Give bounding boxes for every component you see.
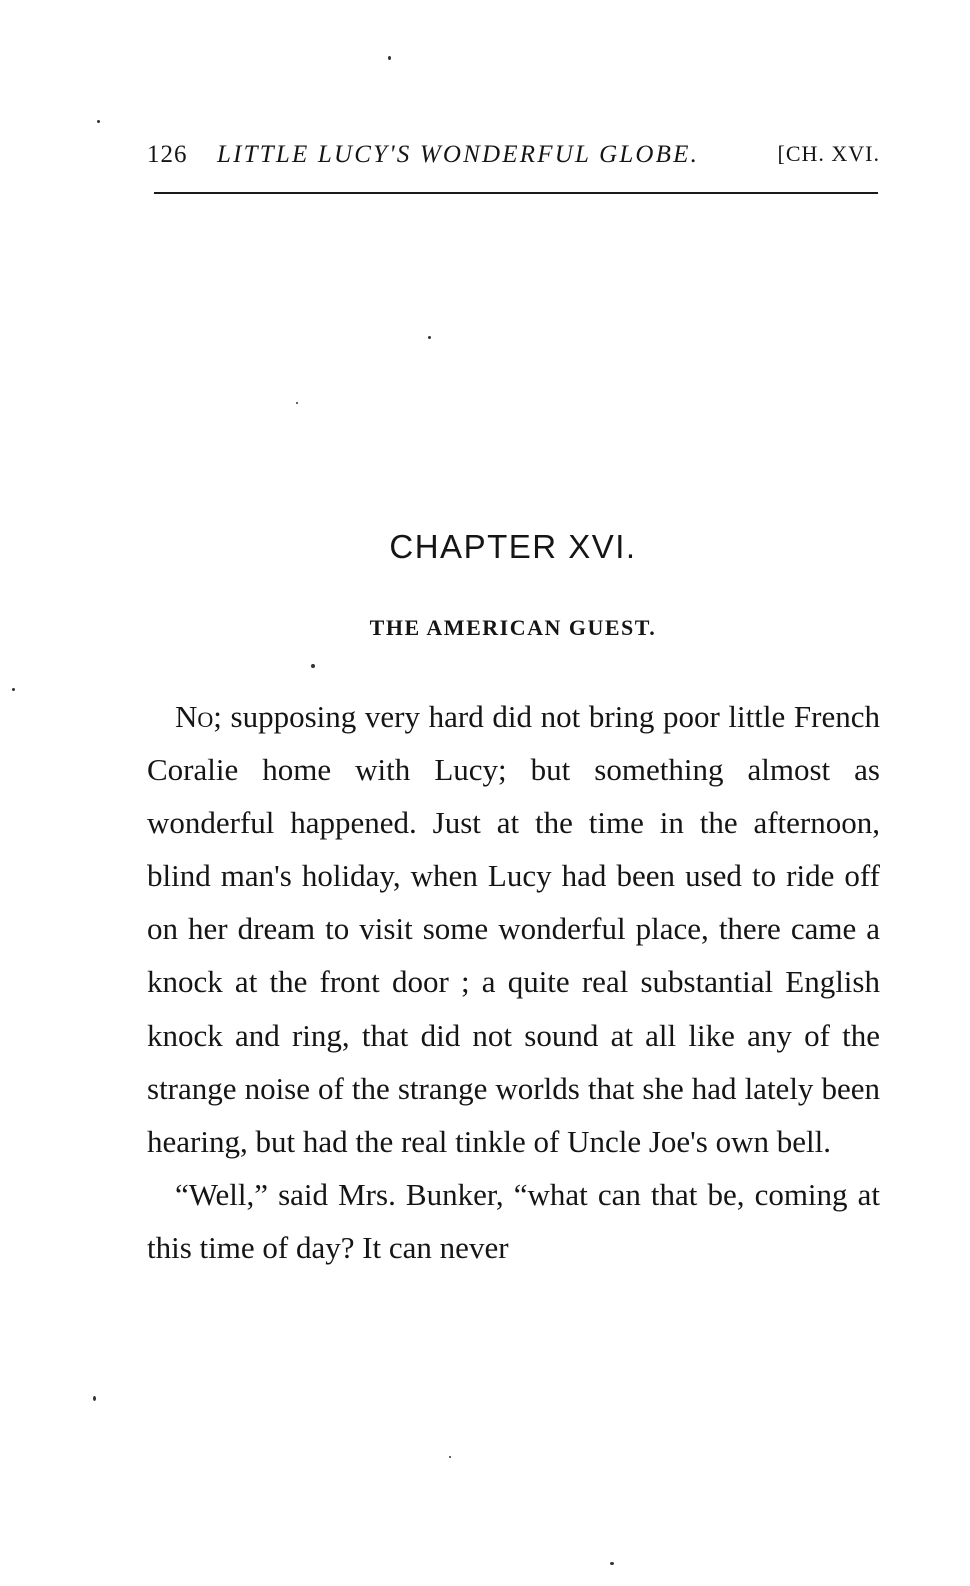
paragraph-lead-word: No [175, 699, 214, 734]
running-title: LITTLE LUCY'S WONDERFUL GLOBE. [217, 141, 700, 168]
running-head [147, 137, 880, 177]
paragraph-2: “Well,” said Mrs. Bunker, “what can that be, coming at this time of day? It can never [147, 1176, 880, 1265]
body-text [147, 690, 880, 1274]
paragraph-1 [147, 690, 880, 1168]
scan-speck [97, 120, 100, 123]
scan-speck [388, 56, 391, 60]
scan-speck [311, 664, 315, 668]
running-chapter-ref: [CH. XVI. [777, 141, 880, 166]
page-number: 126 [147, 141, 188, 168]
scan-speck [12, 688, 15, 691]
chapter-subtitle: THE AMERICAN GUEST. [369, 615, 657, 640]
scan-speck [610, 1562, 614, 1565]
scan-speck [296, 402, 298, 404]
chapter-title: CHAPTER XVI. [389, 528, 637, 565]
scan-speck [93, 1396, 96, 1401]
scan-speck [449, 1456, 451, 1458]
header-rule [154, 192, 878, 194]
paragraph-1-text: ; supposing very hard did not bring poor little French Coralie home with Lucy; but something almost as wonderful happened. Just at the time in the afternoon, blind man's holiday, when Lucy had been used to ride off on her dream to visit some wonderful place, there came a knock at the front door ; a quite real substantial English knock and ring, that did not sound at all like any of the strange noise of the strange worlds that she had lately been hearing, but had the real tinkle of Uncle Joe's own bell. [147, 699, 880, 1159]
scan-speck [428, 336, 431, 339]
